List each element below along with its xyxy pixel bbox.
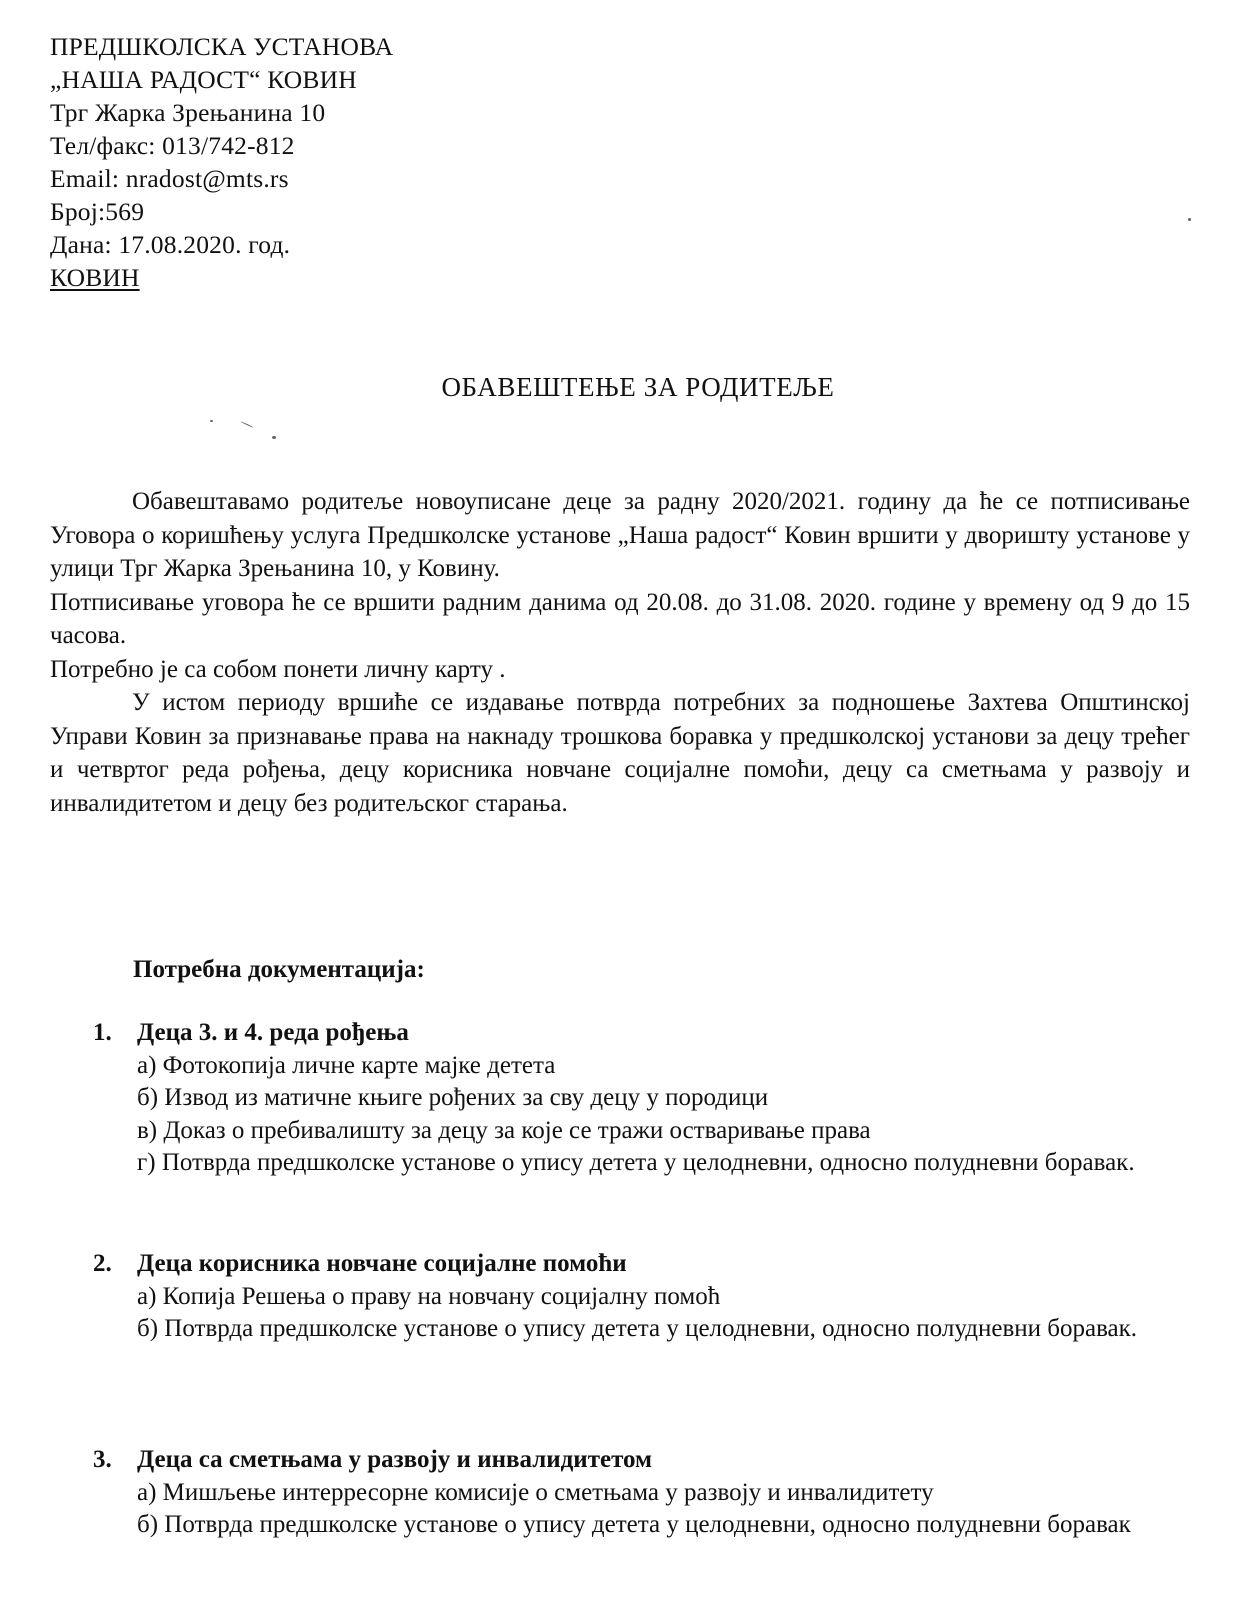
city: КОВИН [50,263,140,292]
list-item: б) Извод из матичне књиге рођених за сву децу у породици [137,1084,769,1111]
list-item: б) Потврда предшколске установе о упису детета у целодневни, односно полудневни боравак [137,1511,1131,1538]
letterhead [50,30,393,294]
documentation-section-3 [50,1444,1192,1542]
documentation-heading: Потребна документација: [133,956,425,983]
section-title: Деца 3. и 4. реда рођења [137,1019,409,1046]
documentation-section-2 [50,1248,1192,1346]
section-title: Деца корисника новчане социјалне помоћи [137,1250,627,1277]
page-title: ОБАВЕШТЕЊЕ ЗА РОДИТЕЉЕ [441,372,835,402]
paragraph-schedule: Потписивање уговора ће се вршити радним данима од 20.08. до 31.08. 2020. године у времену од 9 до 15 часова. [50,588,1190,649]
list-item: в) Доказ о пребивалишту за децу за које се тражи остваривање права [137,1116,871,1144]
list-item: а) Копија Решења о праву на новчану социјалну помоћ [137,1282,721,1310]
list-item: а) Фотокопија личне карте мајке детета [137,1051,556,1079]
paragraph-confirmations: У истом периоду вршиће се издавање потврда потребних за подношење Захтева Општинској Управи Ковин за признавање права на накнаду трошкова боравка у предшколској установи за децу трећег и четвртог реда рођења, децу корисника новчане социјалне помоћи, децу са сметњама у развоју и инвалидитетом и децу без родитељског старања. [50,689,1190,817]
phone-fax: Тел/факс: 013/742-812 [50,131,295,160]
address: Трг Жарка Зрењанина 10 [50,98,326,127]
scan-speck [210,420,213,422]
list-item: г) Потврда предшколске установе о упису детета у целодневни, односно полудневни боравак. [137,1149,1135,1176]
institution-name: „НАША РАДОСТ“ КОВИН [50,65,357,94]
email: Email: nradost@mts.rs [50,164,289,193]
institution-type: ПРЕДШКОЛСКА УСТАНОВА [50,32,394,61]
section-title: Деца са сметњама у развоју и инвалидитетом [137,1446,653,1473]
scan-speck [240,421,253,428]
scan-speck [272,436,276,439]
paragraph-id-card: Потребно је са собом понети личну карту . [50,655,506,683]
document-date: Дана: 17.08.2020. год. [50,230,291,259]
section-number: 1. [93,1019,112,1046]
section-number: 2. [93,1250,112,1277]
paragraph-signing: Обавештавамо родитеље новоуписане деце за радну 2020/2021. годину да ће се потписивање Уговора о коришћењу услуга Предшколске установе „Наша радост“ Ковин вршити у дворишту установе у улици Трг Жарка Зрењанина 10, у Ковину. [50,488,1190,582]
list-item: а) Мишљење интерресорне комисије о сметњама у развоју и инвалидитету [137,1478,934,1506]
scan-speck [1188,218,1191,221]
document-number: Број:569 [50,197,145,226]
documentation-section-1 [50,1017,1192,1180]
page-title-wrap [0,370,1236,404]
notice-body [50,485,1190,820]
list-item: б) Потврда предшколске установе о упису детета у целодневни, односно полудневни боравак. [137,1315,1138,1342]
section-number: 3. [93,1446,112,1473]
